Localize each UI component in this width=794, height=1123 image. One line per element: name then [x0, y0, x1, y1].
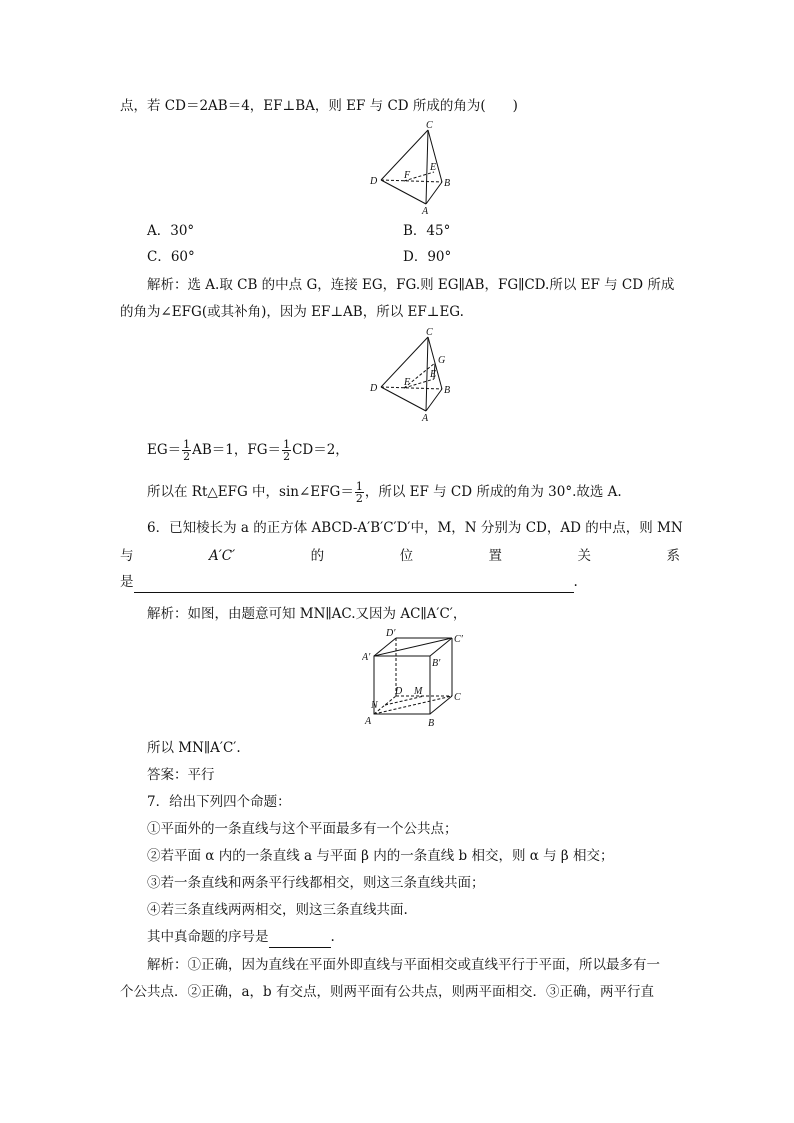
- cube-label-d: D: [395, 686, 403, 697]
- label2-a: A: [422, 413, 429, 423]
- q6-line3: 是 .: [120, 572, 578, 593]
- eg-fg-equation: EG＝ $\frac{1}{2}$ AB＝1，FG＝ $\frac{1}{2}$ CD＝2，: [147, 438, 349, 463]
- label-a: A: [422, 206, 429, 216]
- option-d: D．90°: [403, 249, 452, 265]
- option-a: A．30°: [147, 223, 195, 239]
- q6-answer: 答案：平行: [147, 767, 215, 783]
- label-f: F: [404, 170, 411, 181]
- label2-c: C: [426, 327, 433, 338]
- q7-question: 其中真命题的序号是 .: [147, 927, 335, 948]
- q7-title: 7．给出下列四个命题：: [147, 794, 291, 810]
- cube-label-a1: A′: [362, 652, 371, 663]
- cube-label-a: A: [365, 716, 372, 727]
- label-b: B: [444, 178, 451, 189]
- option-c: C．60°: [147, 249, 195, 265]
- q7-proposition-1: ①平面外的一条直线与这个平面最多有一个公共点；: [147, 821, 458, 837]
- q5-conclusion: 所以在 Rt△EFG 中，sin∠EFG＝ $\frac{1}{2}$ ，所以 EF 与 CD 所成的角为 30°.故选 A.: [147, 480, 622, 505]
- label2-g: G: [438, 355, 446, 366]
- answer-blank-q7[interactable]: [269, 927, 331, 948]
- option-b: B．45°: [403, 223, 451, 239]
- tetrahedron-figure: [366, 118, 462, 216]
- cube-label-b1: B′: [432, 658, 441, 669]
- label2-b: B: [444, 385, 451, 396]
- cube-label-n: N: [371, 700, 378, 711]
- label-e: E: [430, 162, 437, 173]
- answer-blank[interactable]: [134, 572, 574, 593]
- cube-label-c: C: [454, 692, 461, 703]
- label2-d: D: [370, 383, 378, 394]
- cube-label-b: B: [428, 718, 435, 729]
- q6-line2: 与 A′C′ 的 位 置 关 系: [120, 548, 680, 564]
- q6-conclusion: 所以 MN∥A′C′.: [147, 740, 241, 756]
- label-c: C: [426, 120, 433, 131]
- q7-solution-line1: 解析：①正确，因为直线在平面外即直线与平面相交或直线平行于平面，所以最多有一: [147, 957, 660, 973]
- q7-proposition-2: ②若平面 α 内的一条直线 a 与平面 β 内的一条直线 b 相交，则 α 与 β 相交；: [147, 848, 614, 864]
- tetrahedron-figure-2: [366, 325, 462, 423]
- q6-solution: 解析：如图，由题意可知 MN∥AC.又因为 AC∥A′C′，: [147, 606, 467, 622]
- label2-f: F: [404, 377, 411, 388]
- q6-line1: 6．已知棱长为 a 的正方体 ABCD-A′B′C′D′中，M，N 分别为 CD，AD 的中点，则 MN: [147, 520, 683, 536]
- q7-proposition-3: ③若一条直线和两条平行线都相交，则这三条直线共面；: [147, 875, 485, 891]
- cube-label-c1: C′: [454, 634, 463, 645]
- label-d: D: [370, 176, 378, 187]
- cube-label-d1: D′: [386, 628, 396, 639]
- q5-solution-line1: 解析：选 A.取 CB 的中点 G，连接 EG，FG.则 EG∥AB，FG∥CD.所以 EF 与 CD 所成: [147, 277, 675, 293]
- label2-e: E: [430, 369, 437, 380]
- q7-solution-line2: 个公共点．②正确，a，b 有交点，则两平面有公共点，则两平面相交．③正确，两平行直: [120, 984, 654, 1000]
- q7-proposition-4: ④若三条直线两两相交，则这三条直线共面.: [147, 902, 408, 918]
- cube-label-m: M: [414, 686, 423, 697]
- q5-stem: 点，若 CD＝2AB＝4，EF⊥BA，则 EF 与 CD 所成的角为( ): [120, 98, 518, 114]
- q5-solution-line2: 的角为∠EFG(或其补角)，因为 EF⊥AB，所以 EF⊥EG.: [120, 304, 464, 320]
- cube-figure: [362, 626, 472, 730]
